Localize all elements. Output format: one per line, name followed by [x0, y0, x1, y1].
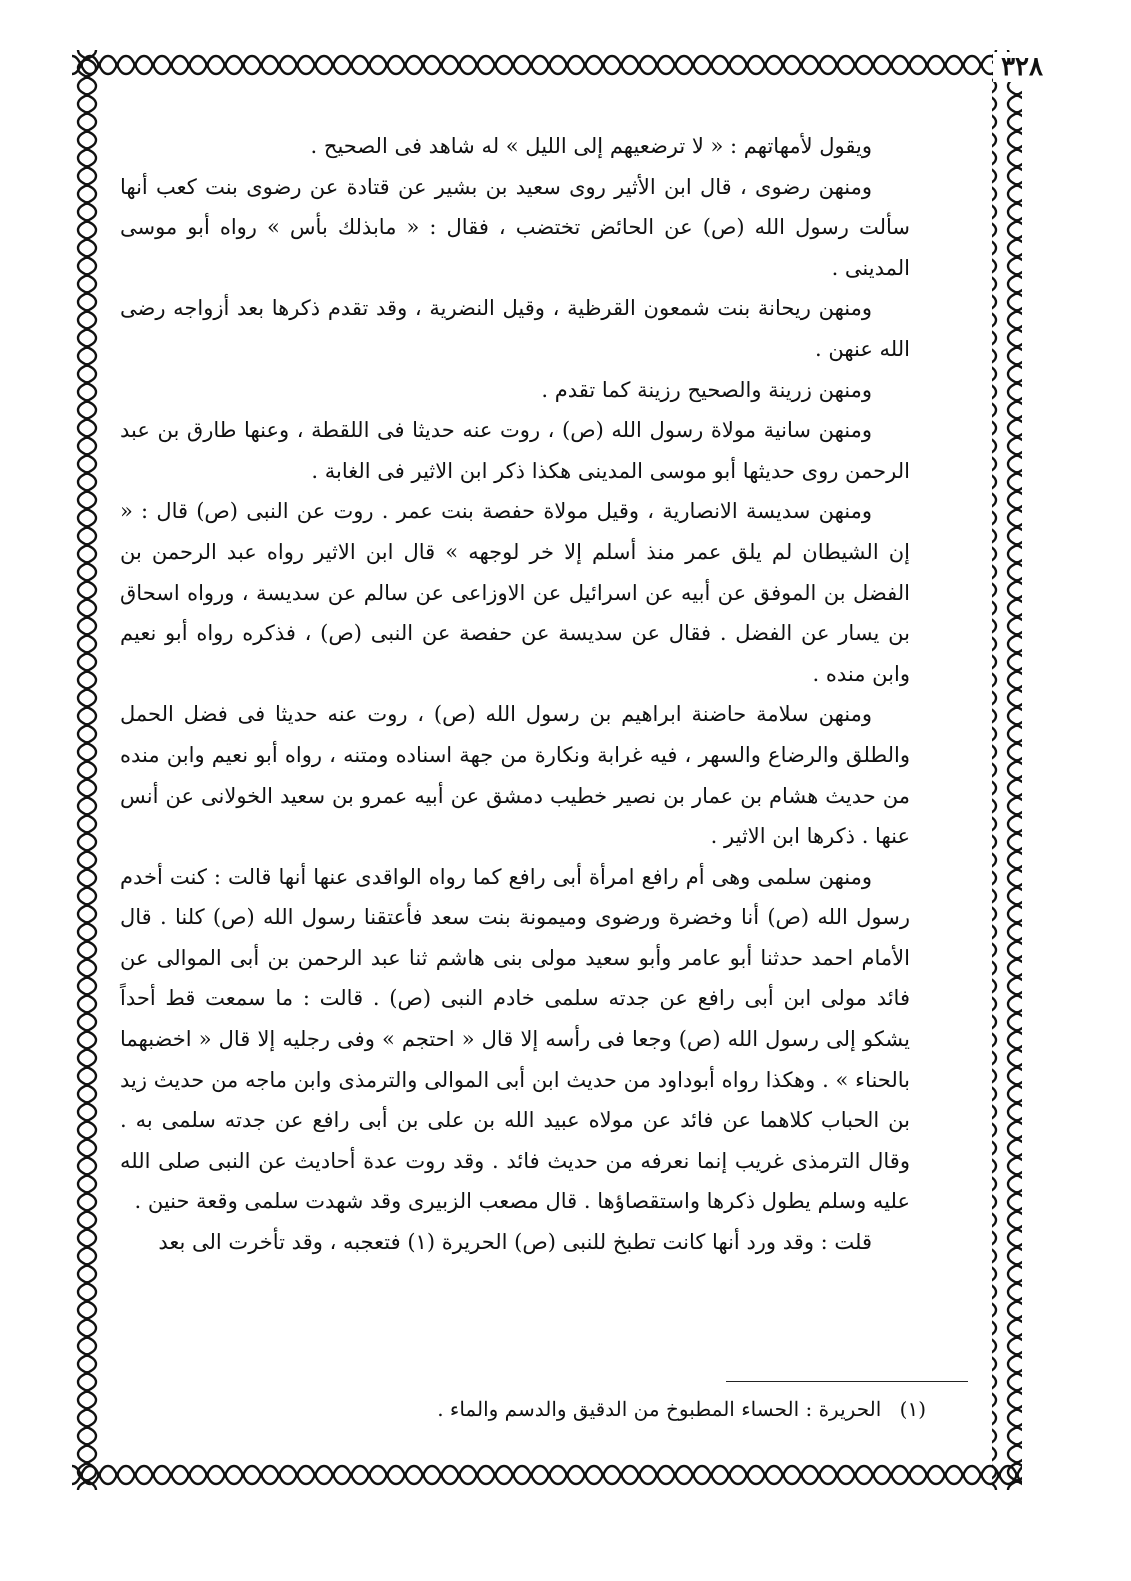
paragraph: قلت : وقد ورد أنها كانت تطبخ للنبى (ص) الحريرة (١) فتعجبه ، وقد تأخرت الى بعد	[158, 1230, 872, 1255]
paragraph: ومنهن ريحانة بنت شمعون القرظية ، وقيل النضرية ، وقد تقدم ذكرها بعد أزواجه رضى الله عنهن .	[120, 296, 910, 361]
paragraph: ومنهن سلمى وهى أم رافع امرأة أبى رافع كما رواه الواقدى عنها أنها قالت : كنت أخدم رسول الله (ص) أنا وخضرة ورضوى وميمونة بنت سعد فأعتقنا رسول الله (ص) كلنا . قال الأمام احمد حدثنا أبو عامر وأبو سعيد مولى بنى هاشم ثنا عبد الرحمن بن أبى الموالى عن فائد مولى ابن أبى رافع عن جدته سلمى خادم النبى (ص) . قالت : ما سمعت قط أحداً يشكو إلى رسول الله (ص) وجعا فى رأسه إلا قال « احتجم » وفى رجليه إلا قال « اخضبهما بالحناء » . وهكذا رواه أبوداود من حديث ابن أبى الموالى والترمذى وابن ماجه من حديث زيد بن الحباب كلاهما عن فائد عن مولاه عبيد الله بن على بن أبى رافع عن جدته سلمى به . وقال الترمذى غريب إنما نعرفه من حديث فائد . وقد روت عدة أحاديث عن النبى صلى الله عليه وسلم يطول ذكرها واستقصاؤها . قال مصعب الزبيرى وقد شهدت سلمى وقعة حنين .	[120, 864, 910, 1214]
page-number: ٣٢٨	[993, 52, 1051, 82]
main-text-block	[120, 126, 910, 1263]
footnote-divider	[726, 1381, 968, 1382]
paragraph: ويقول لأمهاتهم : « لا ترضعيهم إلى الليل » له شاهد فى الصحيح .	[310, 134, 872, 158]
paragraph: ومنهن سديسة الانصارية ، وقيل مولاة حفصة بنت عمر . روت عن النبى (ص) قال : « إن الشيطان لم يلق عمر منذ أسلم إلا خر لوجهه » قال ابن الاثير رواه عبد الرحمن بن الفضل بن الموفق عن أبيه عن اسرائيل عن الاوزاعى عن سالم عن سديسة ، ورواه اسحاق بن يسار عن الفضل . فقال عن سديسة عن حفصة عن النبى (ص) ، فذكره رواه أبو نعيم وابن منده .	[120, 499, 910, 686]
paragraph: ومنهن زرينة والصحيح رزينة كما تقدم .	[541, 377, 872, 402]
paragraph: ومنهن سانية مولاة رسول الله (ص) ، روت عنه حديثا فى اللقطة ، وعنها طارق بن عبد الرحمن روى حديثها أبو موسى المدينى هكذا ذكر ابن الاثير فى الغابة .	[120, 418, 910, 483]
paragraph: ومنهن سلامة حاضنة ابراهيم بن رسول الله (ص) ، روت عنه حديثا فى فضل الحمل والطلق والرضاع والسهر ، فيه غرابة ونكارة من جهة اسناده ومتنه ، رواه أبو نعيم وابن منده من حديث هشام بن عمار بن نصير خطيب دمشق عن أبيه عمرو بن سعيد الخولانى عن أنس عنها . ذكرها ابن الاثير .	[120, 702, 910, 849]
paragraph: ومنهن رضوى ، قال ابن الأثير روى سعيد بن بشير عن قتادة عن رضوى بنت كعب أنها سألت رسول الله (ص) عن الحائض تختضب ، فقال : « مابذلك بأس » رواه أبو موسى المدينى .	[120, 174, 910, 280]
footnote-marker: (١)	[899, 1397, 926, 1421]
footnote-text: الحريرة : الحساء المطبوخ من الدقيق والدسم والماء .	[437, 1397, 882, 1421]
footnote	[437, 1394, 926, 1424]
